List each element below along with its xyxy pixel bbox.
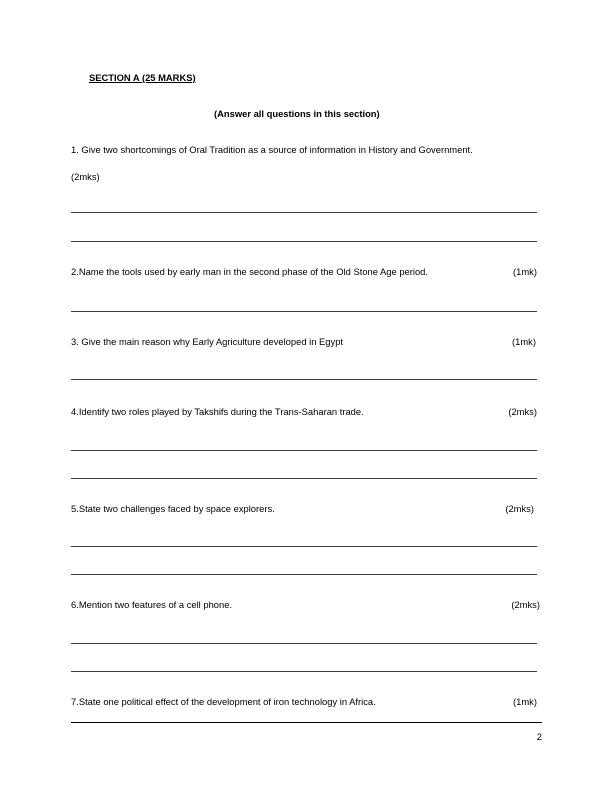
question-7-marks: (1mk) (513, 696, 537, 707)
question-4-marks: (2mks) (508, 406, 537, 417)
question-4-text: 4.Identify two roles played by Takshifs during the Trans-Saharan trade. (71, 406, 364, 417)
page-number: 2 (536, 731, 542, 742)
answer-line[interactable] (71, 671, 537, 672)
question-5-text: 5.State two challenges faced by space explorers. (71, 503, 275, 514)
question-3-marks: (1mk) (512, 336, 536, 347)
answer-line[interactable] (71, 478, 537, 479)
question-5-marks: (2mks) (505, 503, 534, 514)
question-6-text: 6.Mention two features of a cell phone. (71, 599, 233, 610)
answer-line[interactable] (71, 379, 537, 380)
question-2-marks: (1mk) (513, 266, 537, 277)
answer-line[interactable] (71, 311, 537, 312)
answer-line[interactable] (71, 450, 537, 451)
question-2-text: 2.Name the tools used by early man in the second phase of the Old Stone Age period. (71, 266, 428, 277)
question-6-marks: (2mks) (511, 599, 540, 610)
answer-line[interactable] (71, 546, 537, 547)
answer-line[interactable] (71, 574, 537, 575)
instruction: (Answer all questions in this section) (214, 108, 380, 119)
question-7-text: 7.State one political effect of the development of iron technology in Africa. (71, 696, 376, 707)
answer-line[interactable] (71, 241, 537, 242)
answer-line[interactable] (71, 212, 537, 213)
footer-rule (71, 722, 542, 723)
question-1-marks: (2mks) (71, 171, 100, 182)
question-1-text: 1. Give two shortcomings of Oral Tradition as a source of information in History and Government. (71, 144, 473, 155)
section-title: SECTION A (25 MARKS) (89, 72, 196, 83)
answer-line[interactable] (71, 643, 537, 644)
question-3-text: 3. Give the main reason why Early Agriculture developed in Egypt (71, 336, 344, 347)
